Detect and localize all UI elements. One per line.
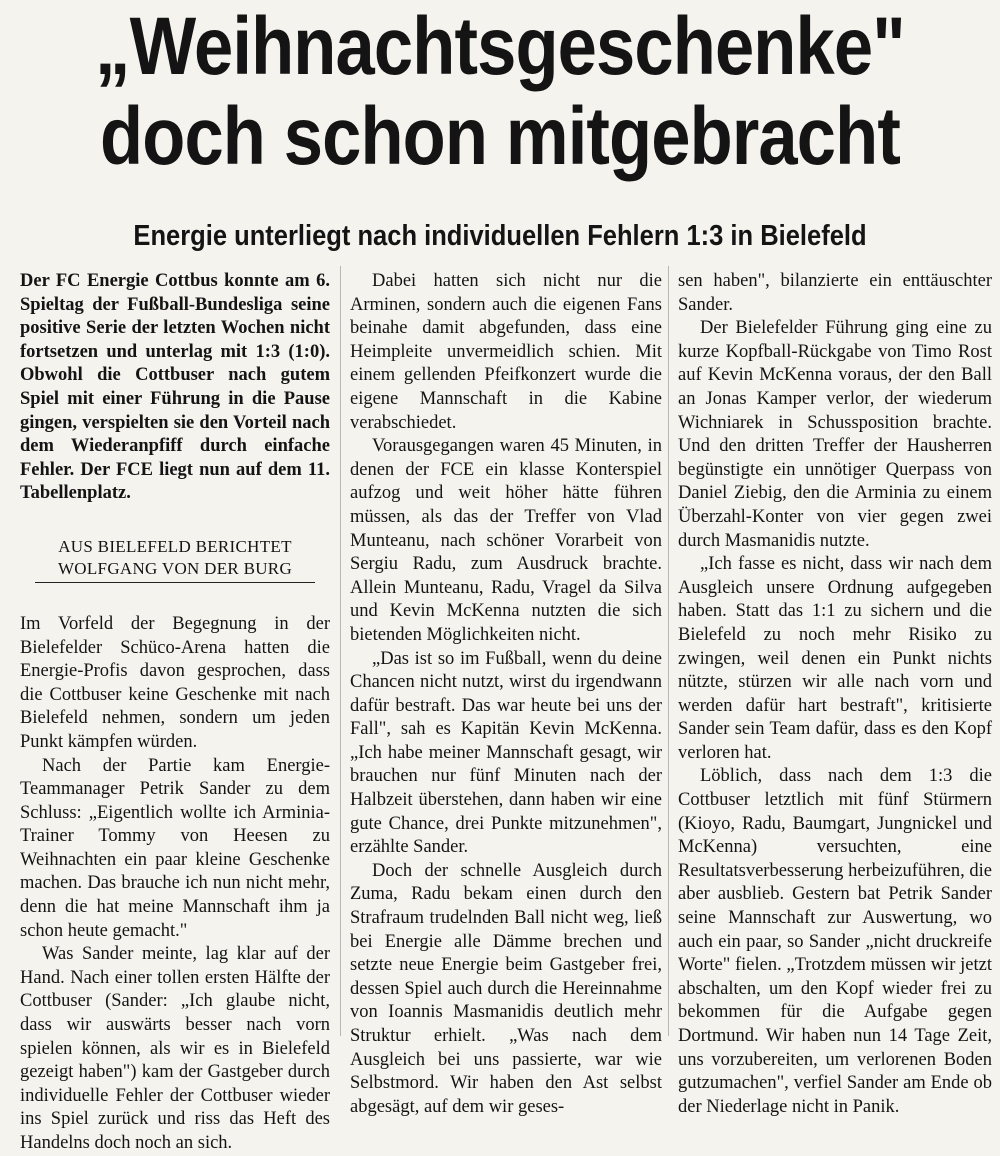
article-column-3 — [678, 270, 992, 1119]
body-paragraph: Nach der Partie kam Energie-Teammanager Petrik Sander zu dem Schluss: „Eigentlich wollte ich Arminia-Trainer Tommy von Heesen zu Weihnachten ein paar kleine Geschenke machen. Das brauche ich nun nicht mehr, denn die hat meine Mannschaft ihm ja schon heute gemacht." — [20, 755, 330, 941]
body-paragraph: Löblich, dass nach dem 1:3 die Cottbuser letztlich mit fünf Stürmern (Kioyo, Radu, Baumgart, Jungnickel und McKenna) versuchten, eine Resultatsverbesserung herbeizuführen, die aber ausblieb. Gestern bat Petrik Sander seine Mannschaft zur Auswertung, wo auch ein paar, so Sander „nicht druckreife Worte" fielen. „Trotzdem müssen wir jetzt abschalten, um den Kopf wieder frei zu bekommen für die Aufgabe gegen Dortmund. Wir haben nun 14 Tage Zeit, uns vorzubereiten, um verlorenen Boden gutzumachen", verfiel Sander am Ende ob der Niederlage nicht in Panik. — [678, 766, 992, 1117]
body-paragraph: „Das ist so im Fußball, wenn du deine Chancen nicht nutzt, wirst du irgendwann dafür bestraft. Das war heute bei uns der Fall", sah es Kapitän Kevin McKenna. „Ich habe meiner Mannschaft gesagt, wir brauchen nur fünf Minuten nach der Halbzeit überstehen, dann haben wir eine gute Chance, drei Punkte mitzunehmen", erzählte Sander. — [350, 648, 662, 858]
body-paragraph: Der Bielefelder Führung ging eine zu kurze Kopfball-Rückgabe von Timo Rost auf Kevin McKenna voraus, der den Ball an Jonas Kamper verlor, der wiederum Wichniarek in Schussposition brachte. Und den dritten Treffer der Hausherren begünstigte ein unnötiger Querpass von Daniel Ziebig, den die Arminia zu einem Überzahl-Konter von vier gegen zwei durch Masmanidis nutzte. — [678, 318, 992, 551]
column-divider — [340, 266, 341, 1036]
body-paragraph: „Ich fasse es nicht, dass wir nach dem Ausgleich unsere Ordnung aufgegeben haben. Statt das 1:1 zu sichern und die Bielefeld zu noch mehr Risiko zu zwingen, weil denen ein Punkt nichts nützte, stürzen wir alle nach vorn und werden dafür hart bestraft", kritisierte Sander sein Team dafür, dass es den Kopf verloren hat. — [678, 554, 992, 763]
body-paragraph: Vorausgegangen waren 45 Minuten, in denen der FCE ein klasse Konterspiel aufzog und weit höher hätte führen müssen, als das der Treffer von Vlad Munteanu, nach schöner Vorarbeit von Sergiu Radu, zum Ausdruck brachte. Allein Munteanu, Radu, Vragel da Silva und Kevin McKenna nutzten die sich bietenden Möglichkeiten nicht. — [350, 436, 662, 645]
subheadline: Energie unterliegt nach individuellen Fehlern 1:3 in Bielefeld — [133, 220, 867, 252]
byline-author: WOLFGANG VON DER BURG — [57, 558, 293, 578]
headline — [70, 2, 930, 182]
byline — [20, 536, 330, 583]
body-paragraph: Im Vorfeld der Begegnung in der Bielefelder Schüco-Arena hatten die Energie-Profis davon gesprochen, dass die Cottbuser keine Geschenke mit nach Bielefeld nehmen, sondern um jeden Punkt kämpfen würden. — [20, 613, 330, 752]
article-column-2 — [350, 270, 662, 1119]
headline-line-1: „Weihnachtsgeschenke" — [95, 1, 905, 92]
body-paragraph: Doch der schnelle Ausgleich durch Zuma, Radu bekam einen durch den Strafraum trudelnden Ball nicht weg, ließ bei Energie alle Dämme brechen und setzte neue Energie beim Gastgeber frei, dessen Spiel auch durch die Hereinnahme von Ioannis Masmanidis deutlich mehr Struktur erhielt. „Was nach dem Ausgleich bei uns passierte, war wie Selbstmord. Wir haben den Ast selbst abgesägt, auf dem wir geses- — [350, 860, 662, 1117]
body-paragraph: Was Sander meinte, lag klar auf der Hand. Nach einer tollen ersten Hälfte der Cottbuser (Sander: „Ich glaube nicht, dass wir auswärts besser nach vorn spielen können, als wir es in Bielefeld gezeigt haben") kam der Gastgeber durch individuelle Fehler der Cottbuser wieder ins Spiel zurück und riss das Heft des Handelns doch noch an sich. — [20, 944, 330, 1153]
byline-dateline: AUS BIELEFELD BERICHTET — [58, 536, 292, 556]
article-column-1 — [20, 270, 330, 1156]
headline-line-2: doch schon mitgebracht — [100, 91, 900, 182]
body-paragraph: Dabei hatten sich nicht nur die Arminen, sondern auch die eigenen Fans beinahe damit abgefunden, dass eine Heimpleite unvermeidlich schien. Mit einem gellenden Pfeifkonzert wurde die eigene Mannschaft in die Kabine verabschiedet. — [350, 271, 662, 433]
body-paragraph: sen haben", bilanzierte ein enttäuschter Sander. — [678, 271, 992, 315]
lead-paragraph: Der FC Energie Cottbus konnte am 6. Spieltag der Fußball-Bundesliga seine positive Serie der letzten Wochen nicht fortsetzen und unterlag mit 1:3 (1:0). Obwohl die Cottbuser nach gutem Spiel mit einer Führung in die Pause gingen, verspielten sie den Vorteil nach dem Wiederanpfiff durch einfache Fehler. Der FCE liegt nun auf dem 11. Tabellenplatz. — [20, 271, 330, 504]
byline-rule — [35, 582, 315, 583]
column-divider — [668, 266, 669, 1036]
